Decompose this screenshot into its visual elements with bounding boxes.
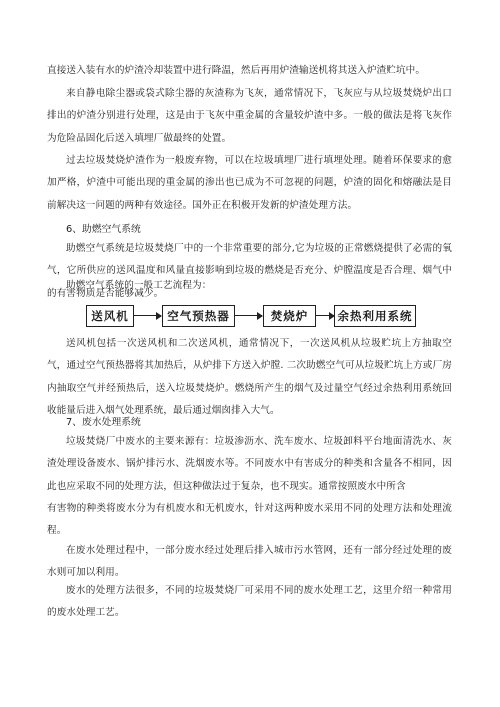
paragraph-combustion-air-intro: 助燃空气系统是垃圾焚烧厂中的一个非常重要的部分,它为垃圾的正常燃烧提供了必需的氧气，它所供应的送风温度和风量直接影响到垃圾的燃烧是否充分、炉膛温度是否合理、烟气中的有害物质是否能够减少。 (47, 243, 452, 299)
paragraph-wastewater-process: 废水的处理方法很多，不同的垃圾焚烧厂可采用不同的废水处理工艺，这里介绍一种常用的废水处理工艺。 (47, 585, 452, 619)
paragraph-wastewater-sources: 垃圾焚烧厂中废水的主要来源有：垃圾渗沥水、洗车废水、垃圾卸料平台地面清洗水、灰渣处理设备废水、锅炉排污水、洗烟废水等。不同废水中有害成分的种类和含量各不相同，因此也应采取不同的处理方法，但这种做法过于复杂，也不现实。通常按照废水中所含 (47, 436, 452, 492)
process-flowchart (86, 300, 416, 330)
flow-arrow-icon (316, 315, 334, 316)
paragraph-slag-treatment: 过去垃圾焚烧炉渣作为一般废弃物，可以在垃圾填埋厂进行填埋处理。随着环保要求的愈加严格，炉渣中可能出现的重金属的渗出也已成为不可忽视的问题，炉渣的固化和熔融法是目前解决这一问题的两种有效途径。国外正在积极开发新的炉渣处理方法。 (47, 155, 452, 211)
flow-arrow-icon (235, 315, 262, 316)
paragraph-process-flow-intro: 助燃空气系统的一般工艺流程为： (66, 280, 212, 291)
flow-step-incinerator: 焚烧炉 (263, 305, 316, 327)
paragraph-fly-ash: 来自静电除尘器或袋式除尘器的灰渣称为飞灰，通常情况下，飞灰应与从垃圾焚烧炉出口排出的炉渣分别进行处理，这是由于飞灰中重金属的含量较炉渣中多。一般的做法是将飞灰作为危险品固化后送入填埋厂做最终的处置。 (47, 88, 452, 144)
section-heading-combustion-air: 6、助燃空气系统 (66, 224, 141, 235)
paragraph-wastewater-reuse: 在废水处理过程中，一部分废水经过处理后排入城市污水管网，还有一部分经过处理的废水则可加以利用。 (47, 545, 452, 579)
flow-step-waste-heat-system: 余热利用系统 (334, 305, 416, 327)
section-heading-wastewater: 7、废水处理系统 (66, 417, 141, 428)
flow-step-blower: 送风机 (86, 305, 134, 327)
paragraph-blower-description: 送风机包括一次送风机和二次送风机，通常情况下，一次送风机从垃圾贮坑上方抽取空气，通过空气预热器将其加热后，从炉排下方送入炉膛. 二次助燃空气可从垃圾贮坑上方或厂房内抽取空气并经预热后，送入垃圾焚烧炉。燃烧所产生的烟气及过量空气经过余热利用系统回收能量后进入烟气处理系统，最后通过烟囱排入大气。 (47, 338, 452, 416)
paragraph-slag-cooling: 直接送入装有水的炉渣冷却装置中进行降温，然后再用炉渣输送机将其送入炉渣贮坑中。 (47, 65, 426, 76)
flow-arrow-icon (134, 315, 161, 316)
flow-step-air-preheater: 空气预热器 (162, 305, 235, 327)
paragraph-wastewater-classification: 有害物的种类将废水分为有机废水和无机废水，针对这两种废水采用不同的处理方法和处理流程。 (47, 503, 452, 537)
